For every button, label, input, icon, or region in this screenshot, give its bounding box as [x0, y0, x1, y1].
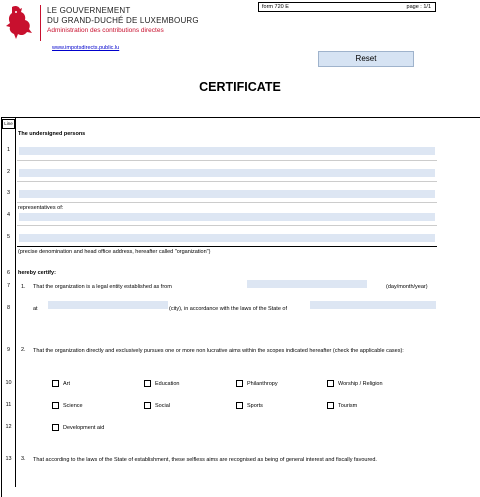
organization-line-5-field[interactable] [19, 234, 435, 242]
undersigned-heading: The undersigned persons [18, 131, 86, 137]
line-column-header: Line [2, 119, 15, 129]
tourism-checkbox[interactable] [327, 402, 334, 409]
line-number: 5 [6, 234, 11, 240]
social-label: Social [155, 403, 170, 409]
philanthropy-checkbox[interactable] [236, 380, 243, 387]
line-number: 8 [6, 305, 11, 311]
sports-checkbox[interactable] [236, 402, 243, 409]
worship-religion-checkbox[interactable] [327, 380, 334, 387]
science-label: Science [63, 403, 83, 409]
worship-religion-label: Worship / Religion [338, 381, 383, 387]
item2-text: That the organization directly and exclusively pursues one or more non lucrative aims within the scopes indicated hereafter (check the applicable cases): [33, 348, 404, 354]
government-name-line2: DU GRAND-DUCHÉ DE LUXEMBOURG [47, 16, 199, 25]
item1-number: 1. [21, 284, 26, 290]
line-number: 2 [6, 169, 11, 175]
website-link[interactable]: www.impotsdirects.public.lu [52, 45, 120, 51]
header-divider [40, 5, 41, 41]
date-format-label: (day/month/year) [386, 284, 428, 290]
item1-text: That the organization is a legal entity established as from [33, 284, 172, 290]
line-number: 9 [6, 347, 11, 353]
line-number: 11 [5, 402, 12, 408]
line-number: 1 [6, 147, 11, 153]
row-separator [17, 202, 437, 203]
item3-number: 3. [21, 456, 26, 462]
tourism-label: Tourism [338, 403, 358, 409]
reset-button[interactable]: Reset [318, 51, 414, 67]
city-field[interactable] [48, 301, 168, 309]
page-number: page : 1/1 [406, 4, 431, 10]
row-separator [17, 246, 437, 247]
organization-line-4-field[interactable] [19, 213, 435, 221]
education-label: Education [155, 381, 180, 387]
state-field[interactable] [310, 301, 436, 309]
line-number: 13 [5, 456, 12, 462]
line-number: 3 [6, 190, 11, 196]
representatives-label: representatives of: [18, 205, 64, 211]
page-title: CERTIFICATE [199, 80, 281, 94]
at-label: at [33, 306, 38, 312]
item3-text: That according to the laws of the State of establishment, these selfless aims are recognised as being of general interest and fiscally favoured. [33, 457, 377, 463]
line-number: 10 [5, 380, 12, 386]
line-number: 12 [5, 424, 12, 430]
organization-note: (precise denomination and head office address, hereafter called "organization") [18, 249, 211, 255]
undersigned-person-2-field[interactable] [19, 169, 435, 177]
undersigned-person-1-field[interactable] [19, 147, 435, 155]
city-laws-text: (city), in accordance with the laws of the State of [169, 306, 288, 312]
row-separator [17, 225, 437, 226]
row-separator [17, 160, 437, 161]
philanthropy-label: Philanthropy [247, 381, 278, 387]
social-checkbox[interactable] [144, 402, 151, 409]
administration-name: Administration des contributions directes [47, 27, 164, 34]
line-number: 7 [6, 283, 11, 289]
form-number: form 720 E [262, 4, 289, 10]
development-aid-label: Development aid [63, 425, 105, 431]
education-checkbox[interactable] [144, 380, 151, 387]
development-aid-checkbox[interactable] [52, 424, 59, 431]
sports-label: Sports [247, 403, 263, 409]
establishment-date-field[interactable] [247, 280, 367, 288]
line-column-divider [15, 117, 16, 487]
art-checkbox[interactable] [52, 380, 59, 387]
row-separator [17, 181, 437, 182]
line-number: 4 [6, 212, 11, 218]
science-checkbox[interactable] [52, 402, 59, 409]
item2-number: 2. [21, 347, 26, 353]
form-id-box [258, 2, 436, 12]
undersigned-person-3-field[interactable] [19, 190, 435, 198]
line-number: 6 [6, 270, 11, 276]
government-name-line1: LE GOUVERNEMENT [47, 6, 131, 15]
luxembourg-lion-logo [4, 3, 34, 41]
hereby-certify-label: hereby certify: [18, 270, 56, 276]
art-label: Art [63, 381, 71, 387]
